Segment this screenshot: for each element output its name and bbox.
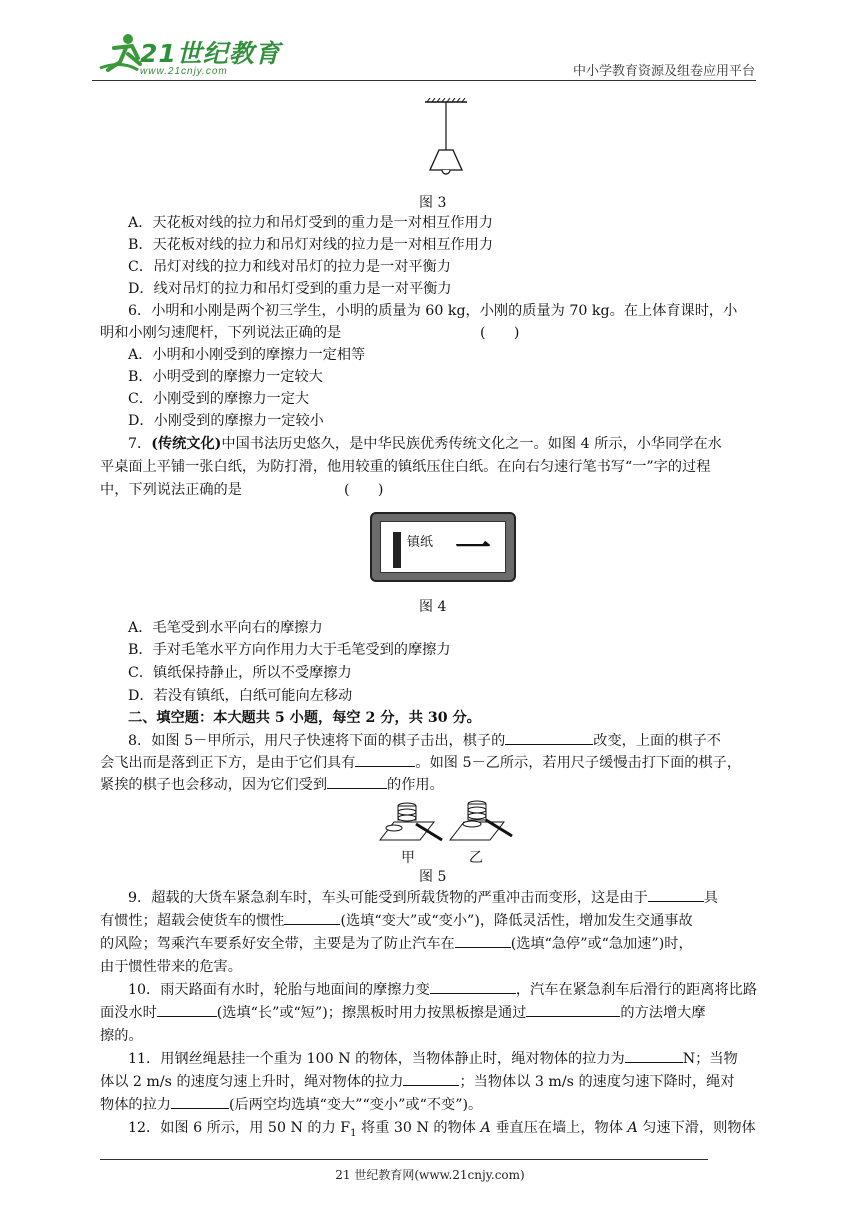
q11-line3: [100, 1094, 760, 1116]
q5-option-c: C．吊灯对线的拉力和线对吊灯的拉力是一对平衡力: [128, 259, 451, 275]
q12-text: 12．如图 6 所示，用 50 N 的力 F: [128, 1120, 351, 1136]
q9-text: 的风险；驾乘汽车要系好安全带，主要是为了防止汽车在: [100, 936, 455, 952]
q12-var: A: [627, 1120, 638, 1136]
paperweight-label: 镇纸: [407, 535, 434, 550]
q9-text: (选填“急停”或“急加速”)时，: [510, 936, 693, 952]
q6-option-d: D．小刚受到的摩擦力一定较小: [128, 413, 324, 429]
figure-5-label-right: 乙: [469, 850, 483, 866]
header-platform-text: 中小学教育资源及组卷应用平台: [572, 64, 755, 79]
q9-line2: [100, 910, 760, 932]
footer-divider: [100, 1159, 708, 1160]
q10-text: ，汽车在紧急刹车后滑行的距离将比路: [515, 982, 758, 998]
q6-stem-line1: 6．小明和小刚是两个初三学生，小明的质量为 60 kg，小刚的质量为 70 kg。在上体育课时，小: [128, 303, 738, 319]
figure-4-paper: [380, 521, 506, 573]
q11-line1: [128, 1048, 788, 1070]
q10-blank-2[interactable]: [157, 1002, 217, 1017]
q11-text: 物体的拉力: [100, 1097, 171, 1113]
q12-var: A: [480, 1120, 491, 1136]
q11-text: 体以 2 m/s 的速度匀速上升时，绳对物体的拉力: [100, 1074, 404, 1090]
q7-number: 7．: [128, 436, 152, 452]
q7-stem-line3: [100, 479, 760, 501]
q11-blank-2[interactable]: [403, 1071, 459, 1086]
q5-option-a: A．天花板对线的拉力和吊灯受到的重力是一对相互作用力: [128, 215, 493, 231]
q9-text: 9．超载的大货车紧急刹车时，车头可能受到所载货物的严重冲击而变形，这是由于: [128, 890, 648, 906]
q8-text: 改变，上面的棋子不: [593, 733, 721, 749]
q9-text: 具: [703, 890, 718, 906]
q5-option-b: B．天花板对线的拉力和吊灯对线的拉力是一对相互作用力: [128, 237, 494, 253]
q11-text: N；当物: [682, 1051, 738, 1067]
footer-text: 21 世纪教育网(www.21cnjy.com): [335, 1168, 525, 1182]
q6-option-a: A．小明和小刚受到的摩擦力一定相等: [128, 347, 366, 363]
figure-3-hanging-lamp: [420, 98, 470, 186]
q5-option-d: D．线对吊灯的拉力和吊灯受到的重力是一对平衡力: [128, 281, 452, 297]
q11-text: (后两空均选填“变大”“变小”或“不变”)。: [228, 1097, 483, 1113]
q7-tag: (传统文化): [151, 436, 222, 452]
brush-stroke-character: 一: [455, 527, 492, 569]
q11-blank-3[interactable]: [171, 1094, 229, 1109]
q8-line2: [100, 752, 760, 774]
figure-5-chess-stack: [376, 796, 516, 846]
q7-stem-line2: 平桌面上平铺一张白纸，为防打滑，他用较重的镇纸压住白纸。在向右匀速行笔书写“一”字的过程: [100, 459, 711, 475]
q6-stem-text: 明和小刚匀速爬杆，下列说法正确的是: [100, 325, 342, 341]
figure-5-label-left: 甲: [401, 850, 415, 866]
q8-text: 的作用。: [387, 777, 444, 793]
q9-line4: 由于惯性带来的危害。: [100, 959, 242, 975]
q12-text: 垂直压在墙上，物体: [490, 1120, 628, 1136]
q9-blank-3[interactable]: [455, 933, 511, 948]
q8-blank-1[interactable]: [505, 730, 593, 745]
q7-option-b: B．手对毛笔水平方向作用力大于毛笔受到的摩擦力: [128, 642, 451, 658]
q10-line3: 擦的。: [100, 1028, 143, 1044]
q6-option-c: C．小刚受到的摩擦力一定大: [128, 391, 310, 407]
q7-option-d: D．若没有镇纸，白纸可能向左移动: [128, 688, 353, 704]
q10-text: (选填“长”或“短”)；擦黑板时用力按黑板擦是通过: [216, 1005, 527, 1021]
q12-text: 匀速下滑，则物体: [637, 1120, 756, 1136]
q9-text: 有惯性；超载会使货车的惯性: [100, 913, 285, 929]
q8-blank-2[interactable]: [355, 752, 415, 767]
header-divider: [92, 80, 756, 81]
q10-blank-1[interactable]: [430, 979, 516, 994]
figure-4-desk: [370, 512, 516, 582]
q9-blank-1[interactable]: [648, 887, 704, 902]
q12-text: 将重 30 N 的物体: [356, 1120, 481, 1136]
q9-blank-2[interactable]: [284, 910, 340, 925]
figure-3-caption: 图 3: [419, 195, 447, 211]
q11-text: 11．用钢丝绳悬挂一个重为 100 N 的物体，当物体静止时，绳对物体的拉力为: [128, 1051, 625, 1067]
q10-text: 10．雨天路面有水时，轮胎与地面间的摩擦力变: [128, 982, 430, 998]
q9-text: (选填“变大”或“变小”)，降低灵活性，增加发生交通事故: [340, 913, 693, 929]
q11-blank-1[interactable]: [625, 1048, 683, 1063]
q11-line2: [100, 1071, 760, 1093]
section-2-title: 二、填空题：本大题共 5 小题，每空 2 分，共 30 分。: [128, 710, 481, 726]
q9-line3: [100, 933, 760, 955]
logo-text: 21世纪教育: [140, 39, 281, 68]
q9-line1: [128, 887, 788, 909]
paperweight-bar: [393, 532, 401, 568]
q8-line1: [128, 730, 788, 752]
q12-subscript: 1: [350, 1127, 357, 1139]
q8-line3: [100, 774, 760, 796]
q7-stem-text: 中国书法历史悠久，是中华民族优秀传统文化之一。如图 4 所示，小华同学在水: [221, 436, 722, 452]
q10-line1: [128, 979, 788, 1001]
q7-stem-line1: [128, 433, 788, 455]
figure-5-caption: 图 5: [419, 869, 447, 885]
q7-answer-paren: ( ): [344, 482, 384, 498]
q12-line1: [128, 1117, 788, 1145]
q6-answer-paren: ( ): [480, 325, 520, 341]
q10-text: 面没水时: [100, 1005, 157, 1021]
q8-text: 紧挨的棋子也会移动，因为它们受到: [100, 777, 328, 793]
q8-text: 。如图 5－乙所示，若用尺子缓慢击打下面的棋子，: [415, 755, 742, 771]
q8-text: 8．如图 5－甲所示，用尺子快速将下面的棋子击出，棋子的: [128, 733, 506, 749]
q6-stem-line2: [100, 322, 760, 344]
q7-option-c: C．镇纸保持静止，所以不受摩擦力: [128, 665, 352, 681]
q10-blank-3[interactable]: [526, 1002, 620, 1017]
q8-blank-3[interactable]: [327, 774, 387, 789]
q10-line2: [100, 1002, 760, 1024]
q10-text: 的方法增大摩: [620, 1005, 706, 1021]
logo-url: www.21cnjy.com: [140, 66, 228, 77]
q11-text: ；当物体以 3 m/s 的速度匀速下降时，绳对: [459, 1074, 735, 1090]
q8-text: 会飞出而是落到正下方，是由于它们具有: [100, 755, 356, 771]
q7-stem-text3: 中，下列说法正确的是: [100, 482, 242, 498]
figure-4-caption: 图 4: [419, 599, 447, 615]
q6-option-b: B．小明受到的摩擦力一定较大: [128, 369, 323, 385]
q7-option-a: A．毛笔受到水平向右的摩擦力: [128, 620, 323, 636]
